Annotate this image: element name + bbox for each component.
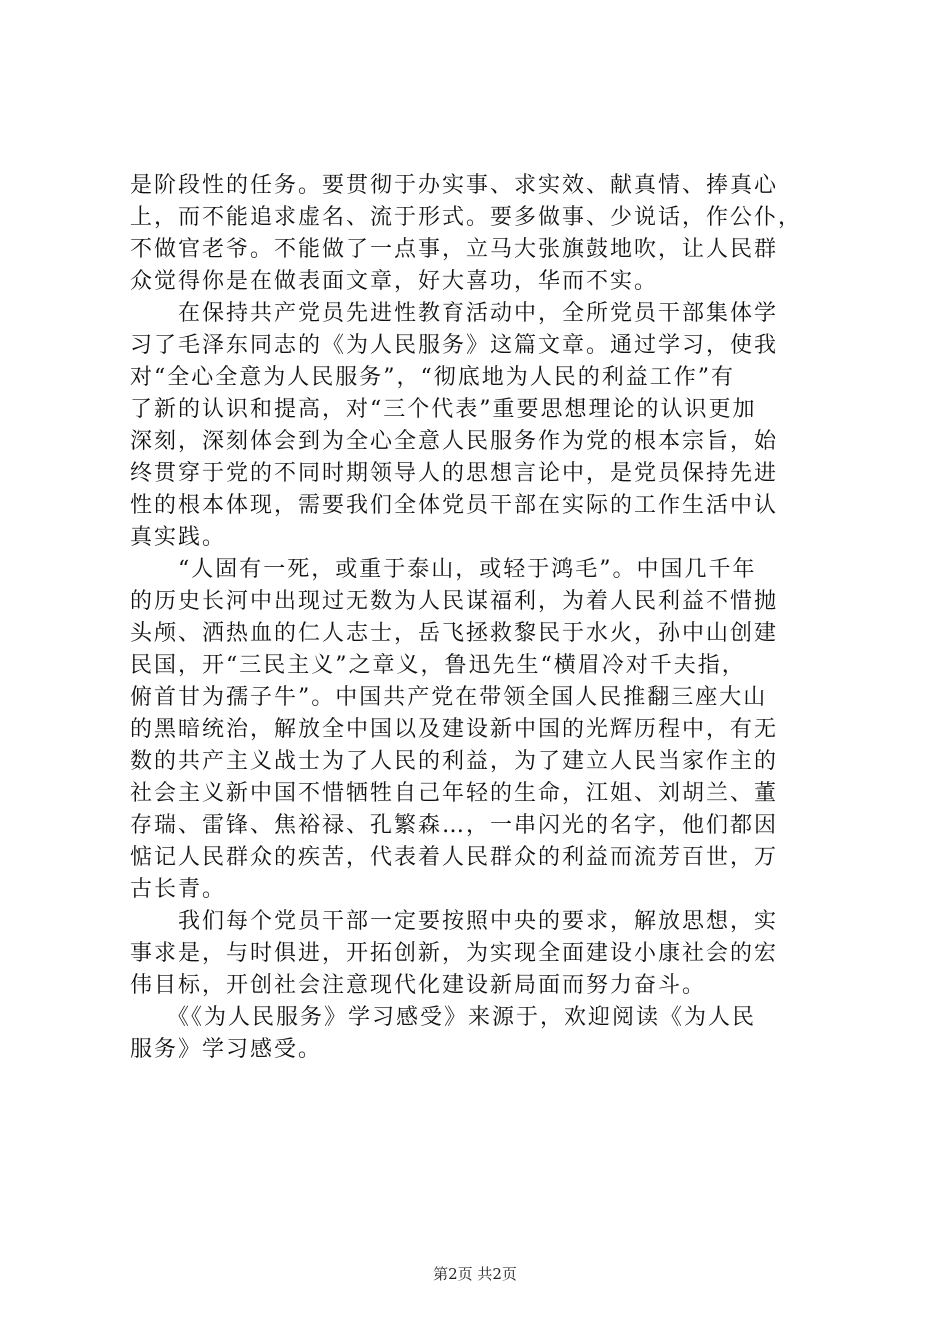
text-line: 存瑞、雷锋、焦裕禄、孔繁森…，一串闪光的名字，他们都因 (130, 813, 779, 838)
text-line: 在保持共产党员先进性教育活动中，全所党员干部集体学 (130, 301, 779, 326)
text-line: 惦记人民群众的疾苦，代表着人民群众的利益而流芳百世，万 (130, 845, 779, 870)
text-line: 上，而不能追求虚名、流于形式。要多做事、少说话，作公仆， (130, 205, 803, 230)
text-line: 真实践。 (130, 525, 227, 550)
text-line: 事求是，与时俱进，开拓创新，为实现全面建设小康社会的宏 (130, 941, 779, 966)
text-line: 了新的认识和提高，对“三个代表”重要思想理论的认识更加 (130, 397, 757, 422)
text-line: 俯首甘为孺子牛”。中国共产党在带领全国人民推翻三座大山 (130, 685, 768, 710)
text-line: “人固有一死，或重于泰山，或轻于鸿毛”。中国几千年 (130, 557, 757, 582)
text-line: 社会主义新中国不惜牺牲自己年轻的生命，江姐、刘胡兰、董 (130, 781, 779, 806)
text-line: 头颅、洒热血的仁人志士，岳飞拯救黎民于水火，孙中山创建 (130, 621, 779, 646)
text-line: 的历史长河中出现过无数为人民谋福利，为着人民利益不惜抛 (130, 589, 779, 614)
text-line: 是阶段性的任务。要贯彻于办实事、求实效、献真情、捧真心 (130, 173, 779, 198)
body-text (130, 170, 840, 1066)
text-line: 服务》学习感受。 (130, 1037, 323, 1062)
text-line: 民国，开“三民主义”之章义，鲁迅先生“横眉冷对千夫指， (130, 653, 746, 678)
text-line: 终贯穿于党的不同时期领导人的思想言论中，是党员保持先进 (130, 461, 779, 486)
text-line: 伟目标，开创社会注意现代化建设新局面而努力奋斗。 (130, 973, 707, 998)
text-line: 众觉得你是在做表面文章，好大喜功，华而不实。 (130, 269, 659, 294)
text-line: 数的共产主义战士为了人民的利益，为了建立人民当家作主的 (130, 749, 779, 774)
text-line: 性的根本体现，需要我们全体党员干部在实际的工作生活中认 (130, 493, 779, 518)
text-line: 深刻，深刻体会到为全心全意人民服务作为党的根本宗旨，始 (130, 429, 779, 454)
text-line: 不做官老爷。不能做了一点事，立马大张旗鼓地吹，让人民群 (130, 237, 779, 262)
text-line: 我们每个党员干部一定要按照中央的要求，解放思想，实 (130, 909, 779, 934)
text-line: 古长青。 (130, 877, 227, 902)
page-footer: 第2页 共2页 (433, 1265, 517, 1283)
text-line: 《《为人民服务》学习感受》来源于，欢迎阅读《为人民 (130, 1005, 757, 1030)
text-line: 习了毛泽东同志的《为人民服务》这篇文章。通过学习，使我 (130, 333, 779, 358)
text-line: 的黑暗统治，解放全中国以及建设新中国的光辉历程中，有无 (130, 717, 779, 742)
text-line: 对“全心全意为人民服务”，“彻底地为人民的利益工作”有 (130, 365, 735, 390)
